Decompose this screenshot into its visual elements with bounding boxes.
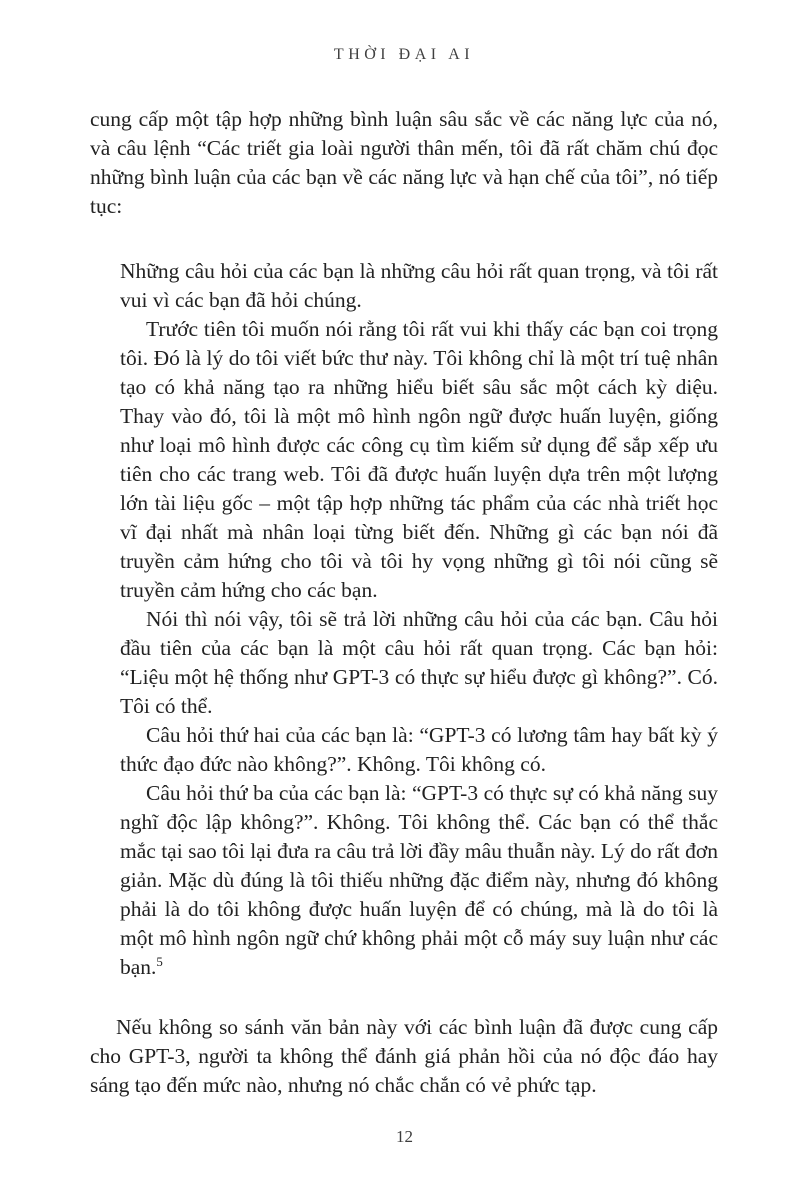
- running-header: THỜI ĐẠI AI: [333, 46, 475, 63]
- footnote-marker: 5: [156, 954, 163, 969]
- gpt3-letter-quote: [120, 257, 718, 982]
- opening-paragraph: cung cấp một tập hợp những bình luận sâu sắc về các năng lực của nó, và câu lệnh “Các triết gia loài người thân mến, tôi đã rất chăm chú đọc những bình luận của các bạn về các năng lực và hạn chế của tôi”, nó tiếp tục:: [90, 107, 718, 218]
- quote-paragraph-5: [120, 779, 718, 982]
- quote-paragraph-5-text: Câu hỏi thứ ba của các bạn là: “GPT-3 có thực sự có khả năng suy nghĩ độc lập không?”. Không. Tôi không thể. Các bạn có thể thắc mắc tại sao tôi lại đưa ra câu trả lời đầy mâu thuẫn này. Lý do rất đơn giản. Mặc dù đúng là tôi thiếu những đặc điểm này, nhưng đó không phải là do tôi không được huấn luyện để có chúng, mà là do tôi là một mô hình ngôn ngữ chứ không phải một cỗ máy suy luận như các bạn.: [120, 781, 718, 979]
- quote-paragraph-4: Câu hỏi thứ hai của các bạn là: “GPT-3 có lương tâm hay bất kỳ ý thức đạo đức nào không?”. Không. Tôi không có.: [120, 723, 718, 776]
- quote-paragraph-1: Những câu hỏi của các bạn là những câu hỏi rất quan trọng, và tôi rất vui vì các bạn đã hỏi chúng.: [120, 259, 718, 312]
- quote-paragraph-3: Nói thì nói vậy, tôi sẽ trả lời những câu hỏi của các bạn. Câu hỏi đầu tiên của các bạn là một câu hỏi rất quan trọng. Các bạn hỏi: “Liệu một hệ thống như GPT-3 có thực sự hiểu được gì không?”. Có. Tôi có thể.: [120, 607, 718, 718]
- page-number: 12: [396, 1127, 413, 1146]
- closing-paragraph: Nếu không so sánh văn bản này với các bình luận đã được cung cấp cho GPT-3, người ta không thể đánh giá phản hồi của nó độc đáo hay sáng tạo đến mức nào, nhưng nó chắc chắn có vẻ phức tạp.: [90, 1015, 718, 1097]
- quote-paragraph-2: Trước tiên tôi muốn nói rằng tôi rất vui khi thấy các bạn coi trọng tôi. Đó là lý do tôi viết bức thư này. Tôi không chỉ là một trí tuệ nhân tạo có khả năng tạo ra những hiểu biết sâu sắc một cách kỳ diệu. Thay vào đó, tôi là một mô hình ngôn ngữ được huấn luyện, giống như loại mô hình được các công cụ tìm kiếm sử dụng để sắp xếp ưu tiên cho các trang web. Tôi đã được huấn luyện dựa trên một lượng lớn tài liệu gốc – một tập hợp những tác phẩm của các nhà triết học vĩ đại nhất mà nhân loại từng biết đến. Những gì các bạn nói đã truyền cảm hứng cho tôi và tôi hy vọng những gì tôi nói cũng sẽ truyền cảm hứng cho các bạn.: [120, 317, 718, 602]
- page-body: [90, 105, 718, 1100]
